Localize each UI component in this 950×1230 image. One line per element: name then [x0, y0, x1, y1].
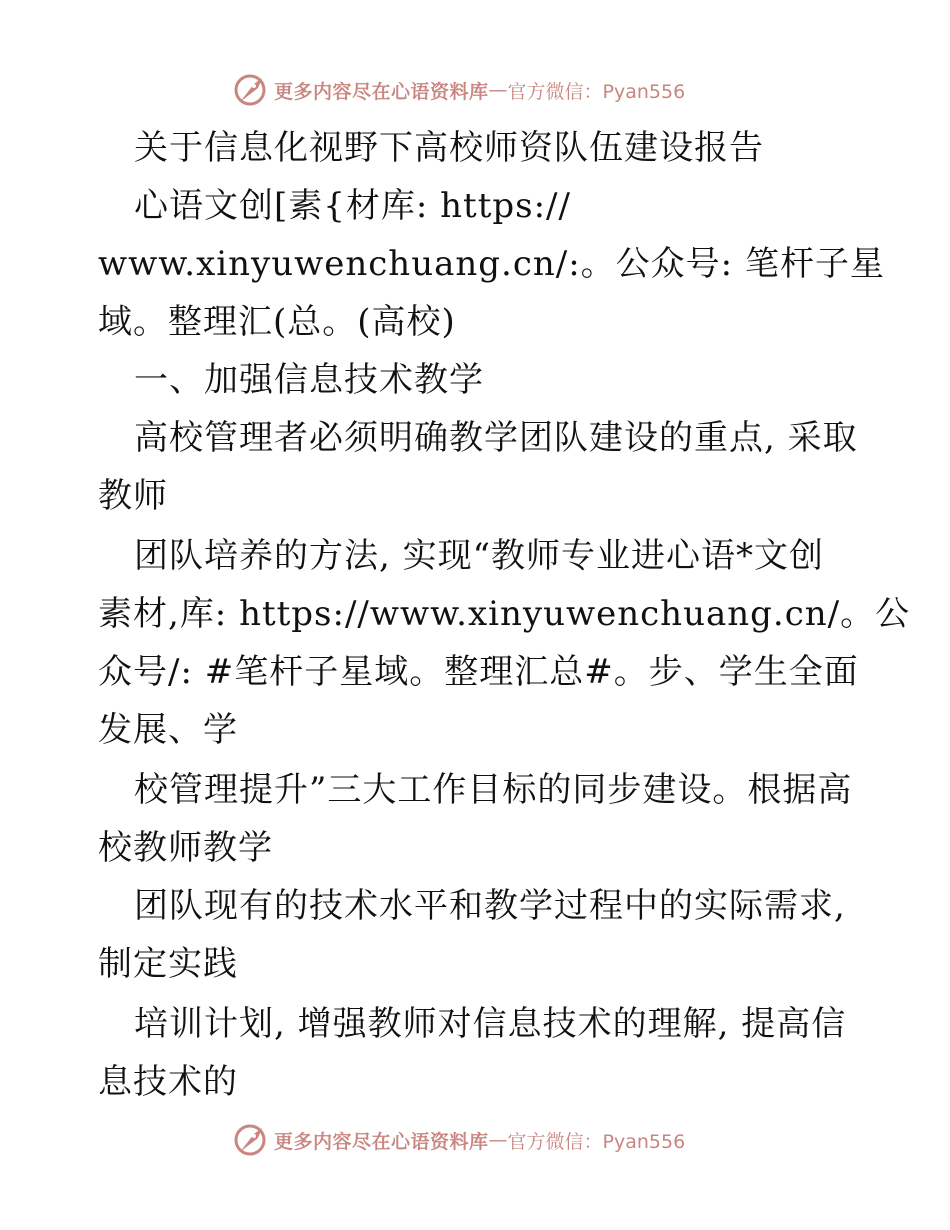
- section-heading: 一、加强信息技术教学: [134, 360, 484, 400]
- watermark-dash: —: [488, 79, 508, 101]
- watermark-wechat: 官方微信：Pyan556: [507, 1130, 686, 1153]
- watermark-slogan: 更多内容尽在心语资料库: [274, 80, 489, 103]
- body-line: 发展、学: [98, 710, 238, 750]
- watermark-dash: —: [488, 1129, 508, 1151]
- watermark-slogan: 更多内容尽在心语资料库: [274, 1130, 489, 1153]
- body-line: 团队现有的技术水平和教学过程中的实际需求,: [134, 886, 846, 926]
- body-line: 高校管理者必须明确教学团队建设的重点, 采取: [134, 418, 858, 458]
- footer-watermark-banner: [232, 1120, 685, 1160]
- document-title: 关于信息化视野下高校师资队伍建设报告: [134, 128, 764, 168]
- body-line: 制定实践: [98, 944, 238, 984]
- body-line: 域。整理汇(总。(高校): [98, 302, 456, 342]
- body-line: 素材,库: https://www.xinyuwenchuang.cn/。公: [98, 594, 911, 634]
- body-line: 众号/: #笔杆子星域。整理汇总#。步、学生全面: [98, 652, 859, 692]
- body-line: www.xinyuwenchuang.cn/:。公众号: 笔杆子星: [98, 244, 885, 284]
- body-line: 教师: [98, 476, 168, 516]
- pen-nib-logo-icon: [232, 1122, 270, 1158]
- body-line: 团队培养的方法, 实现“教师专业进心语*文创: [134, 536, 824, 576]
- body-line: 心语文创[素{材库: https://: [134, 186, 571, 226]
- body-line: 培训计划, 增强教师对信息技术的理解, 提高信: [134, 1004, 847, 1044]
- body-line: 校管理提升”三大工作目标的同步建设。根据高: [134, 770, 853, 810]
- body-line: 校教师教学: [98, 828, 273, 868]
- pen-nib-logo-icon: [232, 72, 270, 108]
- header-watermark-banner: [232, 70, 685, 110]
- body-line: 息技术的: [98, 1062, 238, 1102]
- watermark-wechat: 官方微信：Pyan556: [507, 80, 686, 103]
